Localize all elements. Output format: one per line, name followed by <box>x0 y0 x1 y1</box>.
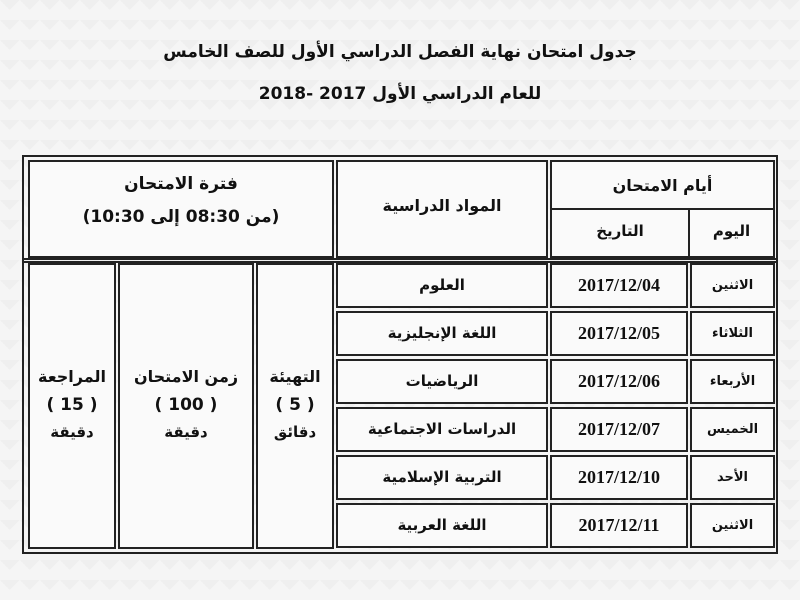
date-cell <box>550 407 688 452</box>
day-text: الأربعاء <box>709 374 756 389</box>
day-header: اليوم <box>712 222 751 240</box>
prep-unit: دقائق <box>273 423 317 441</box>
day-cell <box>690 359 775 404</box>
day-header-cell <box>690 210 773 256</box>
header-subjects <box>336 160 548 258</box>
date-text: 2017/12/05 <box>577 323 660 343</box>
subject-cell <box>336 407 548 452</box>
date-text: 2017/12/11 <box>578 515 660 535</box>
table-row <box>336 455 775 500</box>
exam-days-title-cell <box>552 162 773 210</box>
subject-text: اللغة العربية <box>397 516 487 534</box>
day-text: الأحد <box>716 470 748 485</box>
day-text: الثلاثاء <box>712 326 753 341</box>
date-cell <box>550 455 688 500</box>
day-text: الاثنين <box>711 518 754 533</box>
subject-cell <box>336 359 548 404</box>
date-text: 2017/12/06 <box>577 371 660 391</box>
day-cell <box>690 503 775 548</box>
schedule-rows <box>336 263 775 549</box>
date-text: 2017/12/07 <box>577 419 660 439</box>
day-text: الخميس <box>706 422 759 437</box>
subject-text: اللغة الإنجليزية <box>387 324 497 342</box>
day-cell <box>690 407 775 452</box>
exam-period-time: (من 08:30 إلى 10:30) <box>82 207 280 227</box>
subject-text: الرياضيات <box>405 372 479 390</box>
subject-cell <box>336 455 548 500</box>
header-exam-period <box>28 160 334 258</box>
day-cell <box>690 263 775 308</box>
subjects-title: المواد الدراسية <box>382 196 502 215</box>
date-header-cell <box>552 210 690 256</box>
subject-cell <box>336 311 548 356</box>
table-row <box>336 359 775 404</box>
prep-column <box>256 263 334 549</box>
subject-text: الدراسات الاجتماعية <box>367 420 517 438</box>
review-label: المراجعة <box>38 367 106 386</box>
duration-label: زمن الامتحان <box>133 367 239 386</box>
date-text: 2017/12/04 <box>577 275 660 295</box>
date-cell <box>550 311 688 356</box>
prep-label: التهيئة <box>269 367 321 386</box>
duration-unit: دقيقة <box>164 423 208 441</box>
date-cell <box>550 359 688 404</box>
subject-text: العلوم <box>419 276 465 294</box>
subject-cell <box>336 503 548 548</box>
day-text: الاثنين <box>711 278 754 293</box>
exam-period-title: فترة الامتحان <box>124 174 238 194</box>
page-subtitle: للعام الدراسي الأول 2017 -2018 <box>258 84 542 104</box>
table-row <box>336 407 775 452</box>
page-title: جدول امتحان نهاية الفصل الدراسي الأول للصف الخامس <box>163 42 637 62</box>
day-cell <box>690 455 775 500</box>
review-value: ( 15 ) <box>46 395 98 415</box>
date-header: التاريخ <box>596 222 644 240</box>
date-cell <box>550 503 688 548</box>
review-unit: دقيقة <box>50 423 94 441</box>
date-cell <box>550 263 688 308</box>
header-exam-days <box>550 160 775 258</box>
prep-value: ( 5 ) <box>275 395 315 415</box>
table-row <box>336 263 775 308</box>
exam-days-title: أيام الامتحان <box>612 176 713 195</box>
subject-text: التربية الإسلامية <box>382 468 502 486</box>
review-column <box>28 263 116 549</box>
table-row <box>336 311 775 356</box>
duration-value: ( 100 ) <box>154 395 218 415</box>
date-text: 2017/12/10 <box>577 467 660 487</box>
day-cell <box>690 311 775 356</box>
subject-cell <box>336 263 548 308</box>
duration-column <box>118 263 254 549</box>
table-row <box>336 503 775 548</box>
